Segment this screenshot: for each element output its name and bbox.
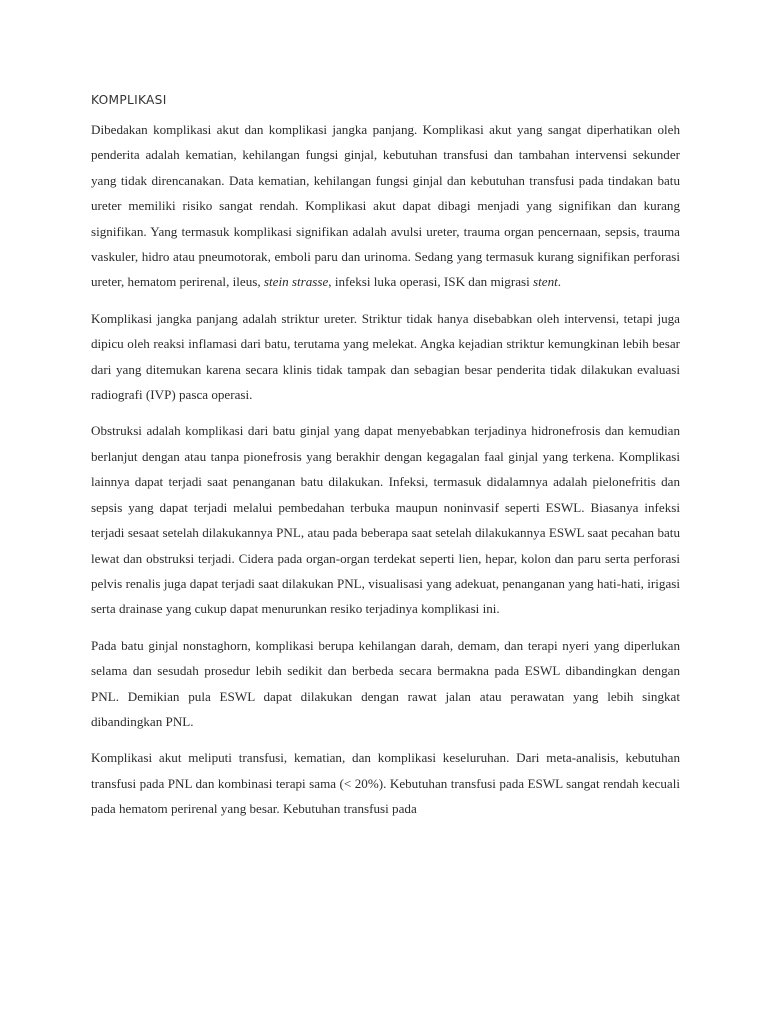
document-body: [91, 88, 680, 833]
paragraph-nonstaghorn: Pada batu ginjal nonstaghorn, komplikasi berupa kehilangan darah, demam, dan terapi nyeri yang diperlukan selama dan sesudah prosedur lebih sedikit dan berbeda secara bermakna pada ESWL dibandingkan dengan PNL. Demikian pula ESWL dapat dilakukan dengan rawat jalan atau perawatan yang lebih singkat dibandingkan PNL.: [91, 637, 680, 729]
paragraph-long-term-complications: Komplikasi jangka panjang adalah striktur ureter. Striktur tidak hanya disebabkan oleh intervensi, tetapi juga dipicu oleh reaksi inflamasi dari batu, terutama yang melekat. Angka kejadian striktur kemungkinan lebih besar dari yang ditemukan karena secara klinis tidak tampak dan sebagian besar penderita tidak dilakukan evaluasi radiografi (IVP) pasca operasi.: [91, 310, 680, 403]
section-heading: KOMPLIKASI: [91, 93, 167, 107]
paragraph-acute-complications: [91, 117, 680, 295]
italic-term-stein-strasse: stein strasse: [263, 274, 329, 290]
paragraph-text: , infeksi luka operasi, ISK dan migrasi: [328, 274, 534, 290]
paragraph-transfusion: Komplikasi akut meliputi transfusi, kematian, dan komplikasi keseluruhan. Dari meta-analisis, kebutuhan transfusi pada PNL dan kombinasi terapi sama (< 20%). Kebutuhan transfusi pada ESWL sangat rendah kecuali pada hematom perirenal yang besar. Kebutuhan transfusi pada: [91, 750, 680, 817]
paragraph-obstruction: Obstruksi adalah komplikasi dari batu ginjal yang dapat menyebabkan terjadinya hidronefrosis dan kemudian berlanjut dengan atau tanpa pionefrosis yang berakhir dengan kegagalan faal ginjal yang terkena. Komplikasi lainnya dapat terjadi saat penanganan batu dilakukan. Infeksi, termasuk didalamnya adalah pielonefritis dan sepsis yang dapat terjadi melalui pembedahan terbuka maupun noninvasif seperti ESWL. Biasanya infeksi terjadi sesaat setelah dilakukannya PNL, atau pada beberapa saat setelah dilakukannya ESWL saat pecahan batu lewat dan obstruksi terjadi. Cidera pada organ-organ terdekat seperti lien, hepar, kolon dan paru serta perforasi pelvis renalis juga dapat terjadi saat dilakukan PNL, visualisasi yang adekuat, penanganan yang hati-hati, irigasi serta drainase yang cukup dapat menurunkan resiko terjadinya komplikasi ini.: [91, 423, 680, 617]
italic-term-stent: stent: [533, 274, 558, 290]
paragraph-text: Dibedakan komplikasi akut dan komplikasi jangka panjang. Komplikasi akut yang sangat diperhatikan oleh penderita adalah kematian, kehilangan fungsi ginjal, kebutuhan transfusi dan tambahan intervensi sekunder yang tidak direncanakan. Data kematian, kehilangan fungsi ginjal dan kebutuhan transfusi pada tindakan batu ureter memiliki risiko sangat rendah. Komplikasi akut dapat dibagi menjadi yang signifikan dan kurang signifikan. Yang termasuk komplikasi signifikan adalah avulsi ureter, trauma organ pencernaan, sepsis, trauma vaskuler, hidro atau pneumotorak, emboli paru dan urinoma. Sedang yang termasuk kurang signifikan perforasi ureter, hematom perirenal, ileus,: [91, 122, 680, 290]
paragraph-text: .: [557, 274, 562, 290]
